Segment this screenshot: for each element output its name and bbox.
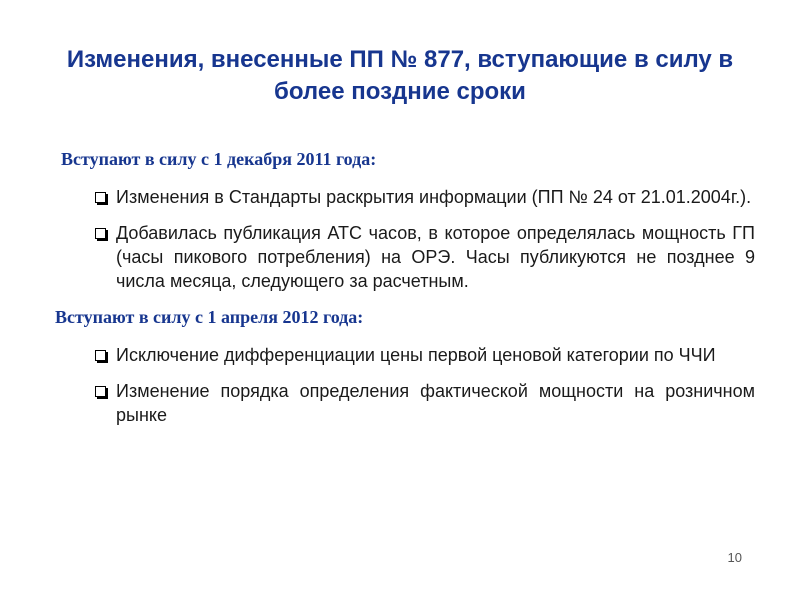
slide-content	[55, 147, 755, 439]
section-heading-april-2012: Вступают в силу с 1 апреля 2012 года:	[55, 307, 364, 327]
list-item	[95, 185, 755, 209]
checkbox-square-icon	[95, 192, 106, 203]
slide-title: Изменения, внесенные ПП № 877, вступающие в силу в более поздние сроки	[66, 46, 734, 105]
section-heading-december-2011: Вступают в силу с 1 декабря 2011 года:	[61, 149, 377, 169]
list-item-text: Изменения в Стандарты раскрытия информации (ПП № 24 от 21.01.2004г.).	[116, 187, 752, 207]
list-item	[95, 221, 755, 293]
checkbox-square-icon	[95, 350, 106, 361]
list-item-text: Добавилась публикация АТС часов, в которое определялась мощность ГП (часы пикового потребления) на ОРЭ. Часы публикуются не позднее 9 числа месяца, следующего за расчетным.	[116, 223, 755, 291]
list-item	[95, 379, 755, 427]
list-item-text: Исключение дифференциации цены первой ценовой категории по ЧЧИ	[116, 345, 716, 365]
list-item-text: Изменение порядка определения фактической мощности на розничном рынке	[116, 381, 755, 425]
checkbox-square-icon	[95, 386, 106, 397]
list-item	[95, 343, 755, 367]
page-number: 10	[727, 550, 742, 565]
checkbox-square-icon	[95, 228, 106, 239]
